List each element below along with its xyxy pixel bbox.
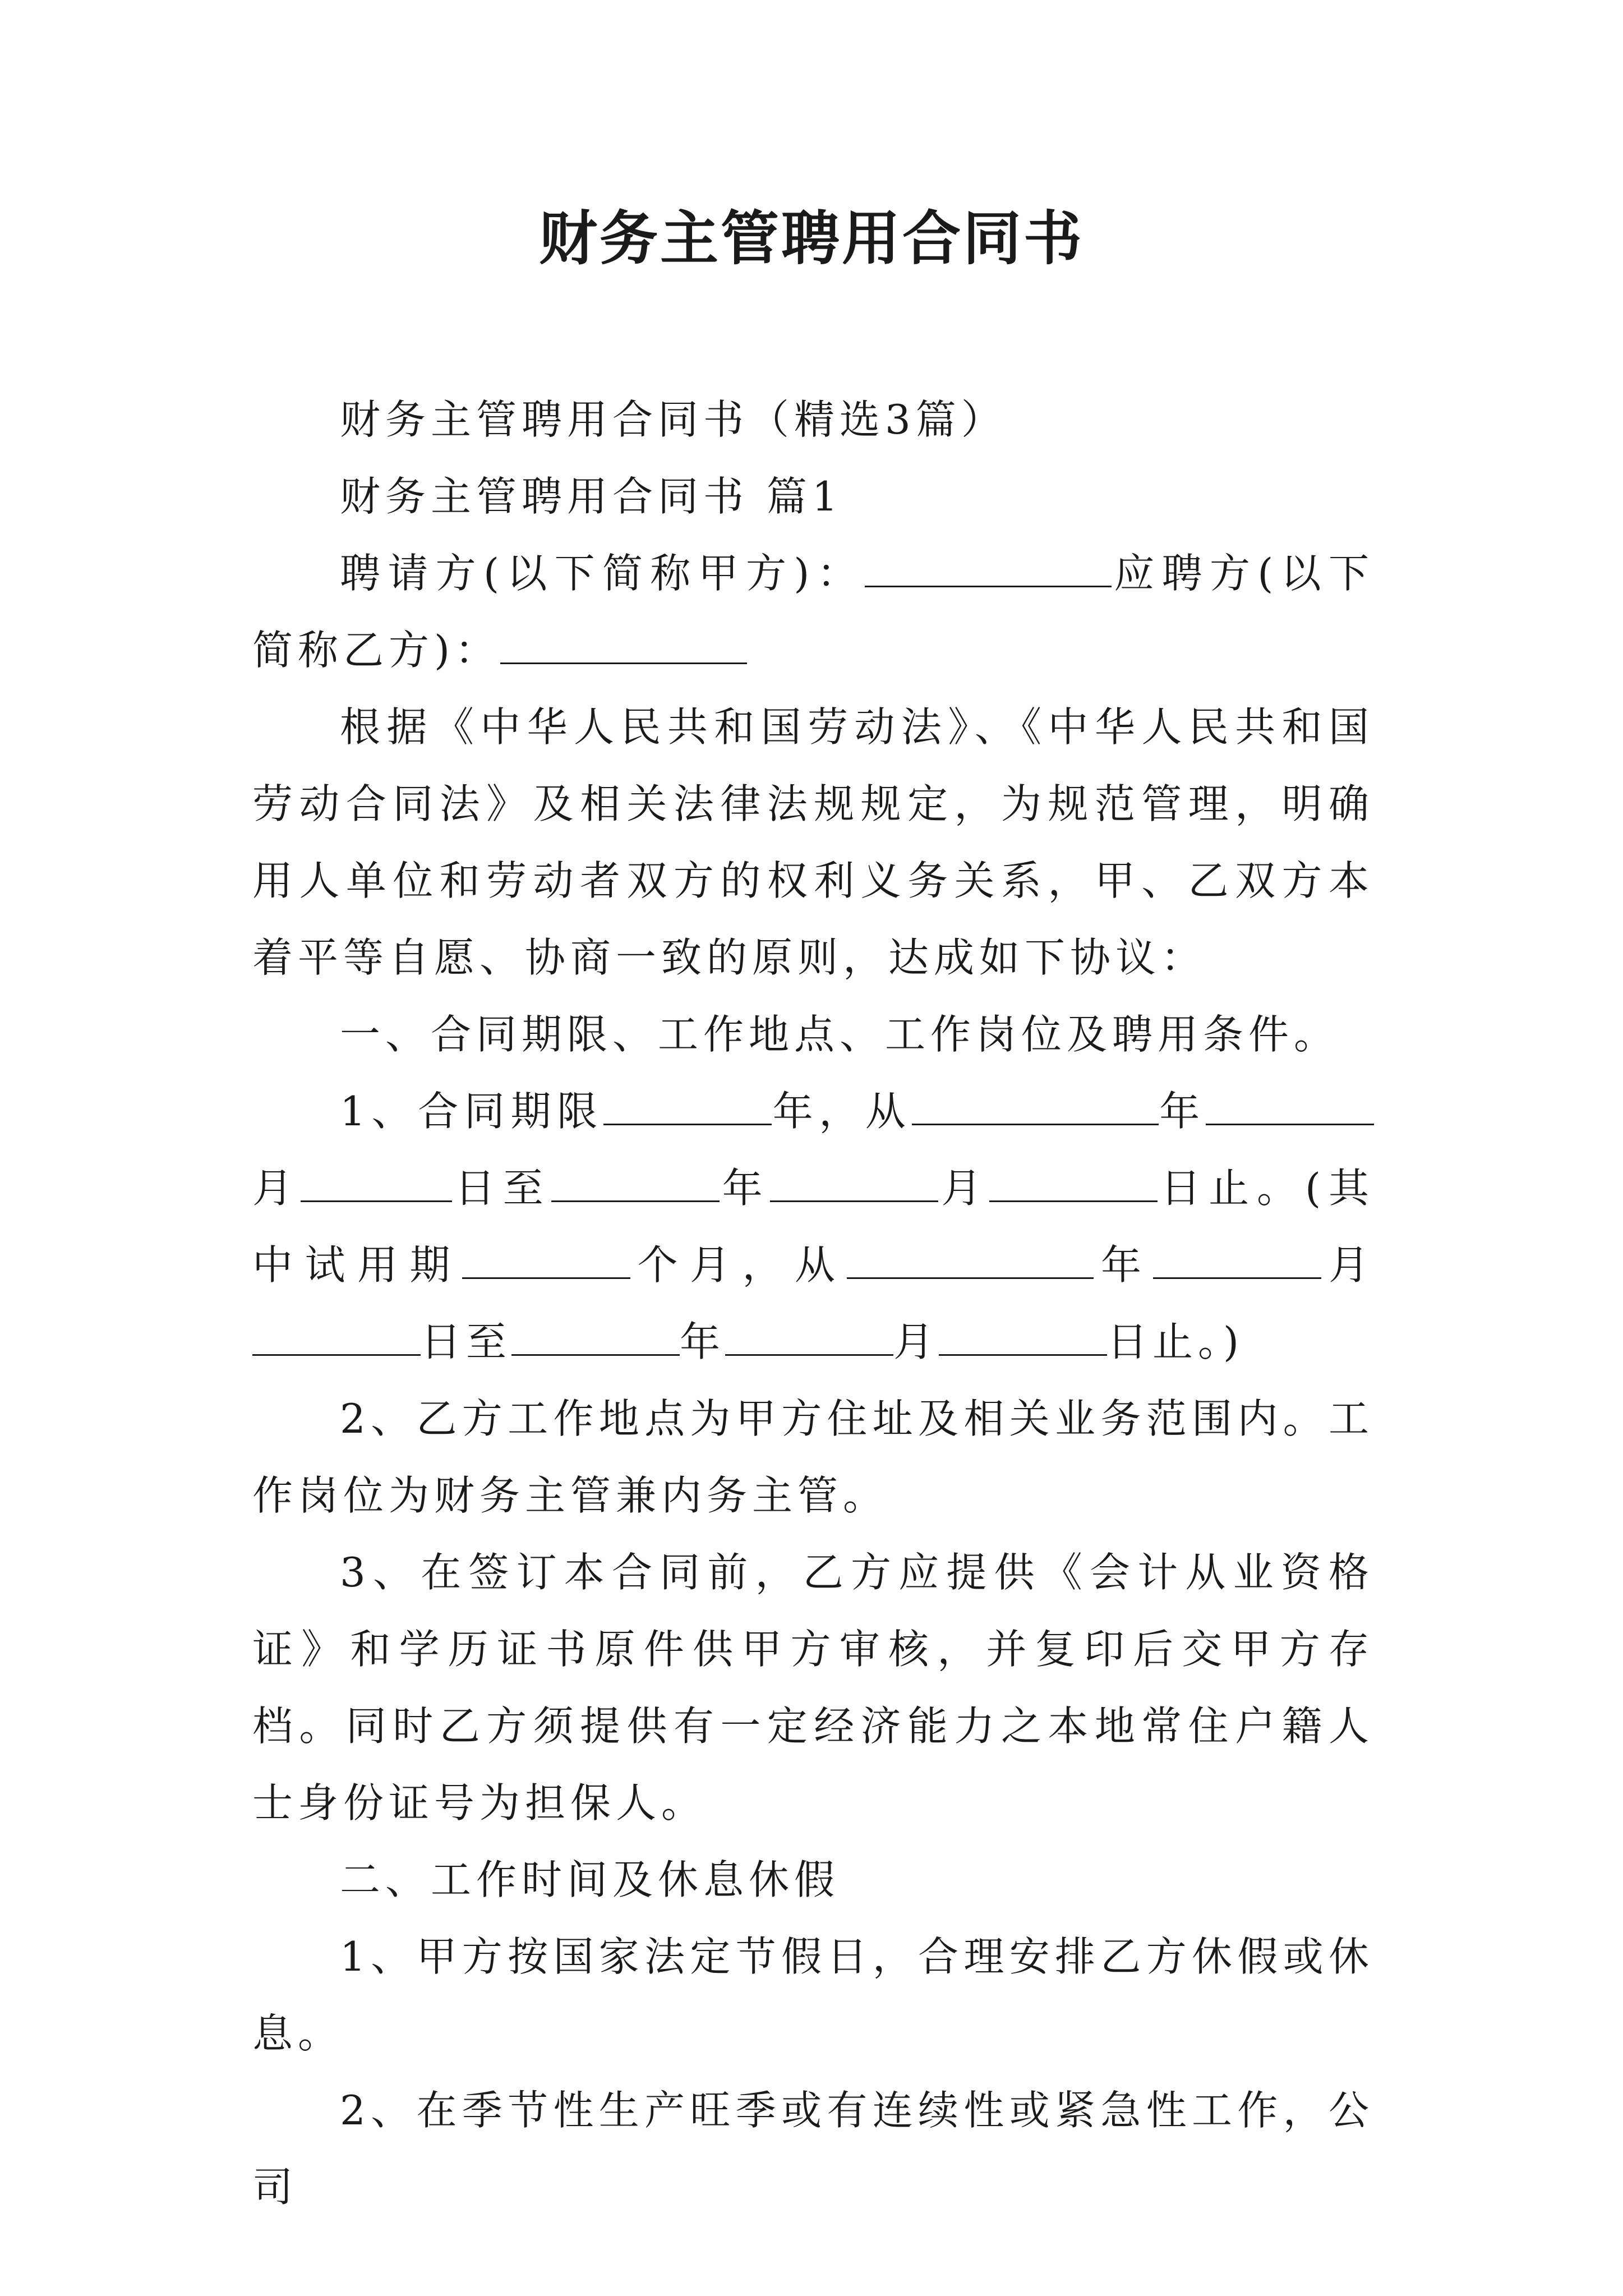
parties-paragraph	[252, 535, 1374, 689]
blank-field	[989, 1167, 1158, 1202]
employee-blank	[500, 629, 747, 664]
blank-field	[511, 1320, 680, 1356]
term-clause	[252, 1073, 1374, 1381]
blank-field	[1206, 1090, 1374, 1125]
clause-2-2: 2、在季节性生产旺季或有连续性或紧急性工作，公司	[252, 2087, 1374, 2211]
term-text: 个月，从	[630, 1241, 847, 1289]
section-heading: 财务主管聘用合同书 篇1	[340, 473, 843, 520]
term-text: 年	[1158, 1088, 1206, 1135]
employer-blank	[865, 552, 1112, 587]
term-text: 日至	[451, 1165, 551, 1212]
subtitle: 财务主管聘用合同书（精选3篇）	[340, 396, 1007, 443]
preamble-paragraph: 根据《中华人民共和国劳动法》、《中华人民共和国劳动合同法》及相关法律法规规定，为规范管理，明确用人单位和劳动者双方的权利义务关系，甲、乙双方本着平等自愿、协商一致的原则，达成如下协议：	[252, 703, 1374, 981]
term-text: 年	[1094, 1241, 1154, 1289]
blank-field	[462, 1244, 630, 1279]
term-text: 1、合同期限	[340, 1088, 603, 1135]
term-text: 日止。)	[1107, 1318, 1244, 1365]
term-text: 月	[893, 1318, 939, 1365]
term-text: 月	[252, 1165, 301, 1212]
clause-1-2: 2、乙方工作地点为甲方住址及相关业务范围内。工作岗位为财务主管兼内务主管。	[252, 1395, 1374, 1519]
blank-field	[603, 1090, 772, 1125]
blank-field	[847, 1244, 1094, 1279]
term-text: 日至	[421, 1318, 512, 1365]
clause-2-1: 1、甲方按国家法定节假日，合理安排乙方休假或休息。	[252, 1933, 1374, 2057]
article-1-heading: 一、合同期限、工作地点、工作岗位及聘用条件。	[340, 1011, 1340, 1058]
term-text: 月	[938, 1165, 990, 1212]
blank-field	[1153, 1244, 1321, 1279]
employee-label: 应聘方(以下简称乙方)：	[252, 550, 1374, 674]
document-title: 财务主管聘用合同书	[538, 204, 1084, 273]
term-text: 年	[680, 1318, 726, 1365]
clause-1-3: 3、在签订本合同前，乙方应提供《会计从业资格证》和学历证书原件供甲方审核，并复印后交甲方存档。同时乙方须提供有一定经济能力之本地常住户籍人士身份证号为担保人。	[252, 1549, 1374, 1826]
term-text: 月	[1321, 1241, 1374, 1289]
term-text: 日止。(其中试用期	[252, 1165, 1374, 1289]
blank-field	[939, 1320, 1107, 1356]
article-2-heading: 二、工作时间及休息休假	[340, 1856, 840, 1903]
blank-field	[912, 1090, 1159, 1125]
blank-field	[301, 1167, 452, 1202]
blank-field	[551, 1167, 720, 1202]
blank-field	[770, 1167, 938, 1202]
blank-field	[725, 1320, 893, 1356]
document-body	[252, 381, 1374, 2226]
employer-label: 聘请方(以下简称甲方)：	[340, 550, 865, 597]
term-text: 年，从	[771, 1088, 912, 1135]
blank-field	[252, 1320, 421, 1356]
term-text: 年	[719, 1165, 771, 1212]
